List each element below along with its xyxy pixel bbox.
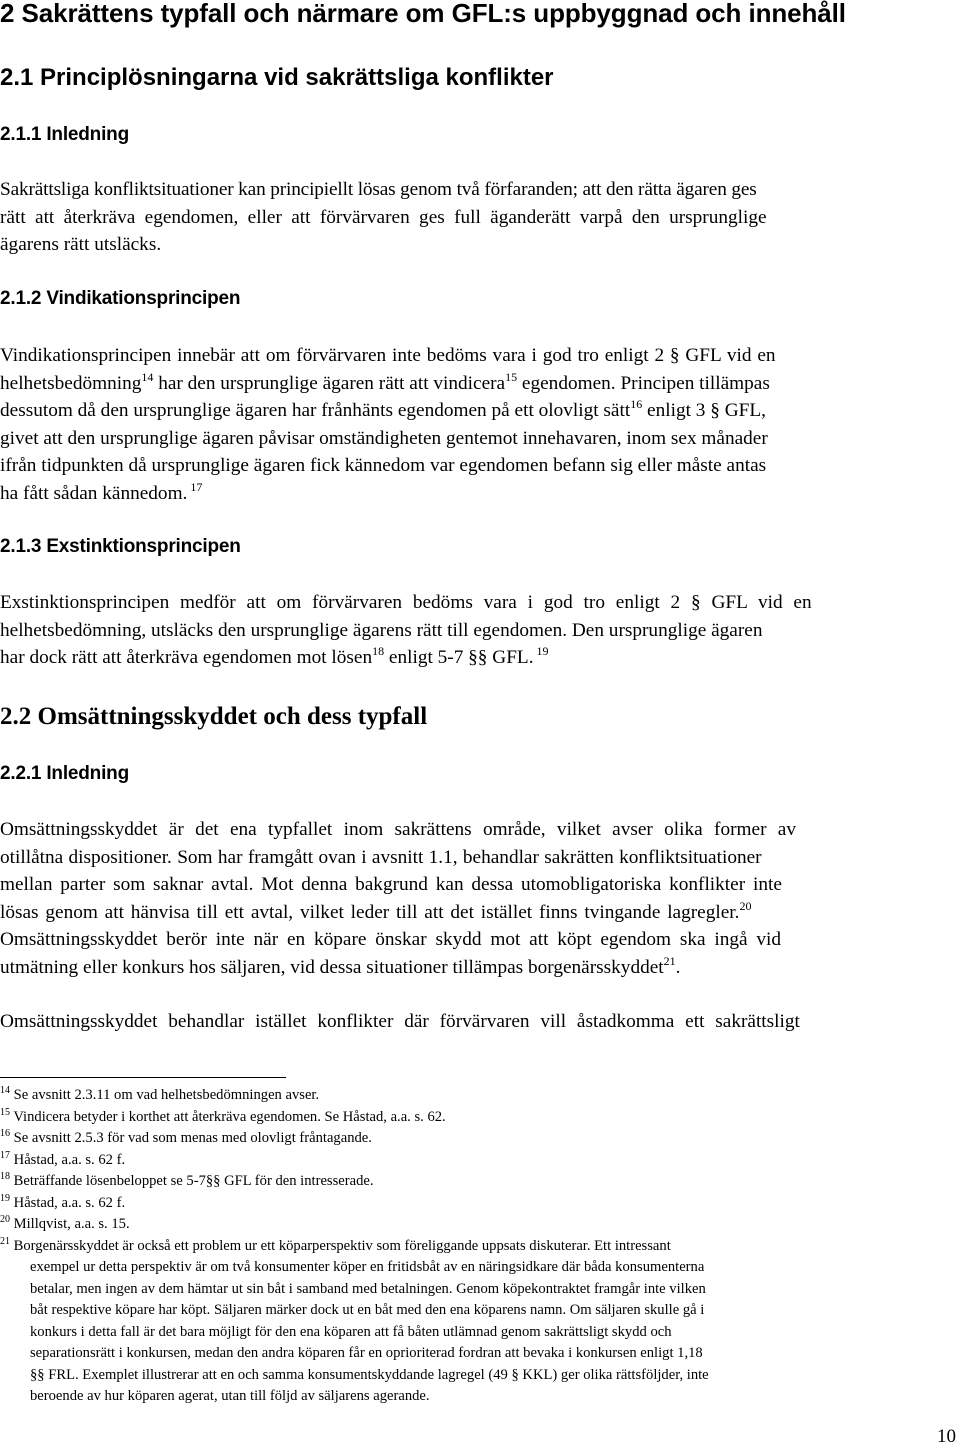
- subsection-heading-2-1-3: 2.1.3 Exstinktionsprincipen: [0, 536, 241, 557]
- text-line: lösas genom att hänvisa till ett avtal, vilket leder till att det istället finns tvingande lagregler.$^{20}$: [0, 898, 752, 923]
- footnote-21-line: exempel ur detta perspektiv är om två konsumenter köper en fritidsbåt av en näringsidkare där båda konsumenterna: [30, 1259, 705, 1275]
- footnotes: [0, 1085, 957, 1408]
- text-line: ha fått sådan kännedom. $^{17}$: [0, 479, 203, 504]
- text-line: otillåtna dispositioner. Som har framgått ovan i avsnitt 1.1, behandlar sakrätten konfliktsituationer: [0, 846, 762, 868]
- footnote-21-line: §§ FRL. Exemplet illustrerar att en och samma konsumentskyddande lagregel (49 § KKL) ger olika rättsföljder, inte: [30, 1366, 709, 1383]
- paragraph-2-1-3: [0, 589, 957, 672]
- text-line: Omsättningsskyddet behandlar istället konflikter där förvärvaren vill åstadkomma ett sakrättsligt: [0, 1011, 800, 1032]
- paragraph-2-1-1: [0, 176, 957, 259]
- text-line: Vindikationsprincipen innebär att om förvärvaren inte bedöms vara i god tro enligt 2 § GFL vid en: [0, 345, 776, 366]
- text-line: ifrån tidpunkten då ursprunglige ägaren fick kännedom var egendomen befann sig eller måste antas: [0, 455, 767, 476]
- footnote-15: $^{15}$ Vindicera betyder i korthet att återkräva egendomen. Se Håstad, a.a. s. 62.: [0, 1106, 446, 1125]
- text-line: Omsättningsskyddet berör inte när en köpare önskar skydd mot att köpt egendom ska ingå vid: [0, 929, 782, 950]
- footnote-ref[interactable]: 14: [141, 369, 154, 384]
- footnote-21: $^{21}$ Borgenärsskyddet är också ett problem ur ett köparperspektiv som föreliggande uppsats diskuterar. Ett intressant: [0, 1235, 671, 1254]
- footnote-20: $^{20}$ Millqvist, a.a. s. 15.: [0, 1214, 130, 1232]
- text-line: helhetsbedömning$^{14}$ har den ursprunglige ägaren rätt att vindicera$^{15}$ egendomen. Principen tillämpas: [0, 369, 770, 394]
- text-line: rätt att återkräva egendomen, eller att förvärvaren ges full äganderätt varpå den ursprunglige: [0, 206, 767, 228]
- chapter-title: 2 Sakrättens typfall och närmare om GFL:s uppbyggnad och innehåll: [0, 0, 846, 28]
- subsection-heading-2-2-1: 2.2.1 Inledning: [0, 763, 129, 784]
- text-line: dessutom då den ursprunglige ägaren har frånhänts egendomen på ett olovligt sätt$^{16}$ enligt 3 § GFL,: [0, 397, 766, 421]
- text-line: Sakrättsliga konfliktsituationer kan principiellt lösas genom två förfaranden; att den rätta ägaren ges: [0, 179, 757, 200]
- text-line: mellan parter som saknar avtal. Mot denna bakgrund kan dessa utomobligatoriska konflikter inte: [0, 874, 782, 895]
- paragraph-continuation: [0, 1008, 957, 1036]
- footnote-21-line: betalar, men ingen av dem hämtar ut sin båt i samband med betalningen. Genom köpekontraktet framgår inte vilken: [30, 1280, 706, 1297]
- footnote-19: $^{19}$ Håstad, a.a. s. 62 f.: [0, 1192, 126, 1211]
- section-heading-2-2: 2.2 Omsättningsskyddet och dess typfall: [0, 703, 428, 730]
- section-heading-2-1: 2.1 Principlösningarna vid sakrättsliga konflikter: [0, 64, 554, 91]
- footnote-17: $^{17}$ Håstad, a.a. s. 62 f.: [0, 1149, 126, 1168]
- text-line: givet att den ursprunglige ägaren påvisar omständigheten gentemot innehavaren, inom sex månader: [0, 427, 768, 449]
- page-number: 10: [937, 1426, 956, 1447]
- footnote-21-line: beroende av hur köparen agerat, utan till följd av säljarens agerande.: [30, 1388, 430, 1404]
- text-line: ägarens rätt utsläcks.: [0, 234, 162, 255]
- paragraph-2-2-1: [0, 816, 957, 981]
- text-line: Omsättningsskyddet är det ena typfallet inom sakrättens område, vilket avser olika former av: [0, 819, 797, 840]
- footnote-ref[interactable]: 15: [505, 369, 518, 384]
- footnote-14: $^{14}$ Se avsnitt 2.3.11 om vad helhetsbedömningen avser.: [0, 1085, 320, 1103]
- text-line: utmätning eller konkurs hos säljaren, vid dessa situationer tillämpas borgenärsskyddet$^{21}$.: [0, 953, 681, 978]
- footnote-ref[interactable]: 19: [533, 644, 549, 658]
- footnote-21-line: separationsrätt i konkursen, medan den andra köparen får en oprioriterad fordran att bevaka i konkursen enligt 1,18: [30, 1345, 703, 1361]
- footnote-ref[interactable]: 21: [663, 953, 676, 968]
- text-line: Exstinktionsprincipen medför att om förvärvaren bedöms vara i god tro enligt 2 § GFL vid en: [0, 592, 812, 613]
- footnote-ref[interactable]: 18: [372, 644, 385, 658]
- footnote-21-line: konkurs i detta fall är det bara möjligt för den ena köparen att få båten utlämnad genom sakrättsligt skydd och: [30, 1323, 672, 1340]
- footnote-ref[interactable]: 16: [630, 397, 643, 411]
- paragraph-2-1-2: [0, 342, 957, 507]
- text-line: helhetsbedömning, utsläcks den ursprunglige ägarens rätt till egendomen. Den ursprunglige ägaren: [0, 619, 763, 641]
- subsection-heading-2-1-2: 2.1.2 Vindikationsprincipen: [0, 288, 241, 309]
- footnote-16: $^{16}$ Se avsnitt 2.5.3 för vad som menas med olovligt fråntagande.: [0, 1128, 372, 1146]
- footnote-separator: [0, 1077, 286, 1078]
- text-line: har dock rätt att återkräva egendomen mot lösen$^{18}$ enligt 5-7 §§ GFL. $^{19}$: [0, 644, 549, 668]
- footnote-21-line: båt respektive köpare har köpt. Säljaren märker dock ut en båt med den ena köparens namn. Om säljaren skulle gå i: [30, 1302, 705, 1318]
- footnote-18: $^{18}$ Beträffande lösenbeloppet se 5-7§§ GFL för den intresserade.: [0, 1171, 374, 1189]
- footnote-ref[interactable]: 17: [187, 479, 203, 494]
- subsection-heading-2-1-1: 2.1.1 Inledning: [0, 124, 129, 145]
- footnote-ref[interactable]: 20: [739, 898, 752, 913]
